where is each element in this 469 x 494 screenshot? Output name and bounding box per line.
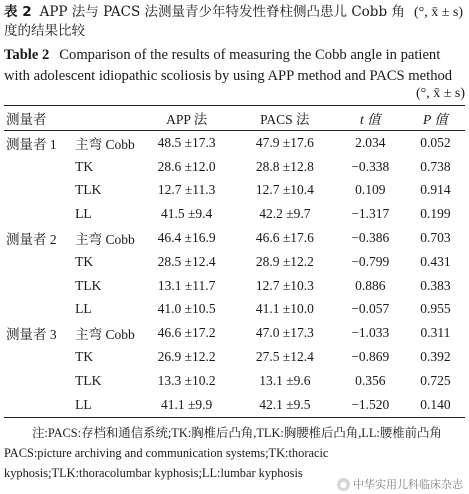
cell-measure: 主弯 Cobb (75, 327, 135, 343)
cell-app: 12.7 ±11.3 (157, 182, 216, 198)
cell-app: 13.1 ±11.7 (157, 277, 216, 293)
caption-chinese-unit: (°, x̄ ± s) (413, 5, 463, 20)
cell-measure: 主弯 Cobb (75, 136, 135, 152)
cell-observer (4, 155, 69, 179)
table-row (4, 345, 465, 369)
header-observer: 测量者 (6, 112, 47, 127)
cell-t-value: −1.520 (351, 396, 390, 412)
cell-p-value: 0.431 (420, 253, 451, 269)
cell-p-value: 0.199 (420, 206, 451, 222)
cell-app: 26.9 ±12.2 (157, 349, 216, 365)
cell-pacs: 42.2 ±9.7 (259, 206, 311, 222)
cell-measure: TK (75, 158, 94, 174)
cell-p-value: 0.392 (420, 349, 451, 365)
cell-t-value: −0.799 (351, 253, 390, 269)
cell-p-value: 0.738 (420, 158, 451, 174)
cell-pacs: 28.8 ±12.8 (255, 158, 314, 174)
table-row (4, 179, 465, 203)
table-figure (4, 3, 465, 483)
cell-app: 41.0 ±10.5 (157, 301, 216, 317)
cell-t-value: −0.057 (351, 301, 390, 317)
cell-p-value: 0.311 (420, 325, 451, 341)
cell-pacs: 47.9 ±17.6 (255, 134, 314, 150)
table-row (4, 202, 465, 226)
cell-measure: TK (75, 349, 94, 365)
wechat-icon: ● (337, 478, 350, 491)
cell-observer (4, 202, 69, 226)
cell-t-value: −1.317 (351, 206, 390, 222)
cell-app: 41.5 ±9.4 (161, 206, 213, 222)
caption-english-text: Comparison of the results of measuring the Cobb angle in patient with adolescent idiopathic scoliosis by using APP method and PACS method (4, 47, 453, 84)
cell-p-value: 0.725 (420, 372, 451, 388)
table-row (4, 393, 465, 417)
table-row (4, 131, 465, 155)
cell-app: 28.5 ±12.4 (157, 253, 216, 269)
cell-pacs: 41.1 ±10.0 (255, 301, 314, 317)
cell-pacs: 46.6 ±17.6 (255, 230, 314, 246)
cell-t-value: 0.356 (355, 372, 386, 388)
cell-observer (4, 179, 69, 203)
caption-english-label: Table 2 (4, 47, 50, 63)
caption-chinese (4, 3, 465, 41)
cell-measure: LL (75, 396, 92, 412)
cell-t-value: 0.109 (355, 182, 386, 198)
cell-p-value: 0.383 (420, 277, 451, 293)
caption-english-unit: (°, x̄ ± s) (415, 86, 465, 101)
watermark-text: 中华实用儿科临床杂志 (353, 478, 463, 491)
table-header-row (4, 106, 465, 131)
cell-observer (4, 345, 69, 369)
cell-app: 41.1 ±9.9 (161, 396, 213, 412)
cell-observer: 测量者 2 (6, 232, 57, 248)
cell-observer: 测量者 3 (6, 327, 57, 343)
cell-observer (4, 369, 69, 393)
caption-english (4, 45, 465, 87)
header-pacs: PACS 法 (260, 112, 310, 127)
cell-app: 48.5 ±17.3 (157, 134, 216, 150)
cell-app: 46.4 ±16.9 (157, 230, 216, 246)
watermark (337, 476, 463, 492)
cell-pacs: 12.7 ±10.4 (255, 182, 314, 198)
header-app: APP 法 (166, 112, 208, 127)
cell-observer (4, 250, 69, 274)
table-row (4, 369, 465, 393)
cell-p-value: 0.052 (420, 134, 451, 150)
table-row (4, 321, 465, 345)
cell-measure: LL (75, 301, 92, 317)
cell-p-value: 0.914 (420, 182, 451, 198)
cell-t-value: 2.034 (355, 134, 386, 150)
cell-p-value: 0.703 (420, 230, 451, 246)
header-t-value: t 值 (360, 112, 381, 127)
cell-observer: 测量者 1 (6, 136, 57, 152)
cell-measure: 主弯 Cobb (75, 232, 135, 248)
cell-observer (4, 393, 69, 417)
cell-pacs: 13.1 ±9.6 (259, 372, 311, 388)
header-p-value: P 值 (423, 112, 448, 127)
cell-app: 13.3 ±10.2 (157, 372, 216, 388)
cell-pacs: 12.7 ±10.3 (255, 277, 314, 293)
table-row (4, 226, 465, 250)
cell-measure: TLK (75, 182, 102, 198)
cell-t-value: 0.886 (355, 277, 386, 293)
cell-p-value: 0.140 (420, 396, 451, 412)
table-row (4, 250, 465, 274)
table-footnote (4, 423, 465, 483)
cell-t-value: −0.869 (351, 349, 390, 365)
caption-chinese-text: APP 法与 PACS 法测量青少年特发性脊柱侧凸患儿 Cobb 角度的结果比较 (4, 4, 405, 39)
cell-measure: TLK (75, 372, 102, 388)
results-table (4, 105, 465, 418)
cell-measure: LL (75, 206, 92, 222)
cell-t-value: −0.386 (351, 230, 390, 246)
cell-pacs: 28.9 ±12.2 (255, 253, 314, 269)
cell-t-value: −0.338 (351, 158, 390, 174)
table-row (4, 155, 465, 179)
cell-app: 46.6 ±17.2 (157, 325, 216, 341)
cell-t-value: −1.033 (351, 325, 390, 341)
footnote-text: 注:PACS:存档和通信系统;TK:胸椎后凸角,TLK:胸腰椎后凸角,LL:腰椎前凸角 PACS:picture archiving and communication systems;TK:thoracic kyphosis;TLK:thoracolumbar kyphosis;LL:lumbar kyphosis (4, 425, 442, 480)
cell-measure: TK (75, 253, 94, 269)
cell-app: 28.6 ±12.0 (157, 158, 216, 174)
cell-pacs: 47.0 ±17.3 (255, 325, 314, 341)
table-row (4, 298, 465, 322)
cell-observer (4, 274, 69, 298)
cell-pacs: 42.1 ±9.5 (259, 396, 311, 412)
table-row (4, 274, 465, 298)
caption-chinese-label: 表 2 (4, 4, 32, 20)
cell-p-value: 0.955 (420, 301, 451, 317)
cell-observer (4, 298, 69, 322)
header-measure (69, 106, 138, 131)
cell-measure: TLK (75, 277, 102, 293)
cell-pacs: 27.5 ±12.4 (255, 349, 314, 365)
